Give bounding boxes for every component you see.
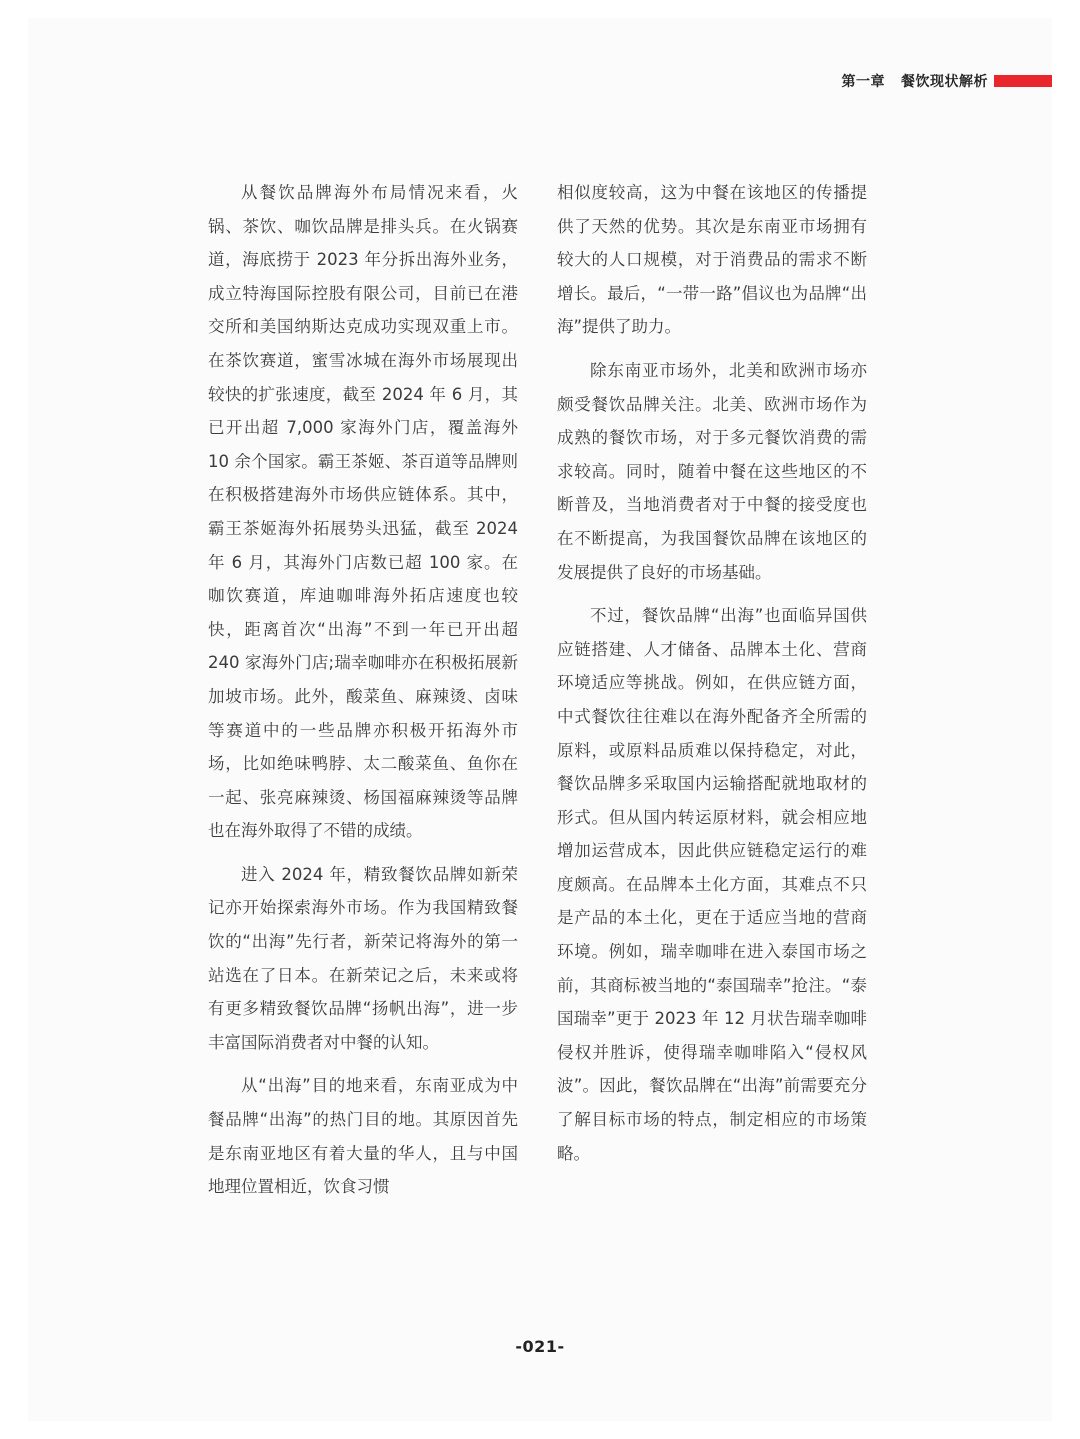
right-column xyxy=(557,176,867,1180)
right-paragraph-1: 相似度较高，这为中餐在该地区的传播提供了天然的优势。其次是东南亚市场拥有较大的人口规模，对于消费品的需求不断增长。最后，“一带一路”倡议也为品牌“出海”提供了助力。 xyxy=(557,183,867,337)
left-paragraph-2: 进入 2024 年，精致餐饮品牌如新荣记亦开始探索海外市场。作为我国精致餐饮的“出海”先行者，新荣记将海外的第一站选在了日本。在新荣记之后，未来或将有更多精致餐饮品牌“扬帆出海”，进一步丰富国际消费者对中餐的认知。 xyxy=(208,864,518,1052)
left-paragraph-1: 从餐饮品牌海外布局情况来看，火锅、茶饮、咖饮品牌是排头兵。在火锅赛道，海底捞于 2023 年分拆出海外业务，成立特海国际控股有限公司，目前已在港交所和美国纳斯达克成功实现双重上市。在茶饮赛道，蜜雪冰城在海外市场展现出较快的扩张速度，截至 2024 年 6 月，其已开出超 7,000 家海外门店，覆盖海外 10 余个国家。霸王茶姬、茶百道等品牌则在积极搭建海外市场供应链体系。其中，霸王茶姬海外拓展势头迅猛，截至 2024 年 6 月，其海外门店数已超 100 家。在咖饮赛道，库迪咖啡海外拓店速度也较快，距离首次“出海”不到一年已开出超 240 家海外门店;瑞幸咖啡亦在积极拓展新加坡市场。此外，酸菜鱼、麻辣烫、卤味等赛道中的一些品牌亦积极开拓海外市场，比如绝味鸭脖、太二酸菜鱼、鱼你在一起、张亮麻辣烫、杨国福麻辣烫等品牌也在海外取得了不错的成绩。 xyxy=(208,183,518,841)
chapter-header xyxy=(842,72,1053,90)
accent-bar xyxy=(994,75,1052,87)
left-paragraph-3: 从“出海”目的地来看，东南亚成为中餐品牌“出海”的热门目的地。其原因首先是东南亚地区有着大量的华人，且与中国地理位置相近，饮食习惯 xyxy=(208,1076,518,1197)
section-title: 餐饮现状解析 xyxy=(901,74,988,90)
right-paragraph-3: 不过，餐饮品牌“出海”也面临异国供应链搭建、人才储备、品牌本土化、营商环境适应等挑战。例如，在供应链方面，中式餐饮往往难以在海外配备齐全所需的原料，或原料品质难以保持稳定，对此，餐饮品牌多采取国内运输搭配就地取材的形式。但从国内转运原材料，就会相应地增加运营成本，因此供应链稳定运行的难度颇高。在品牌本土化方面，其难点不只是产品的本土化，更在于适应当地的营商环境。例如，瑞幸咖啡在进入泰国市场之前，其商标被当地的“泰国瑞幸”抢注。“泰国瑞幸”更于 2023 年 12 月状告瑞幸咖啡侵权并胜诉，使得瑞幸咖啡陷入“侵权风波”。因此，餐饮品牌在“出海”前需要充分了解目标市场的特点，制定相应的市场策略。 xyxy=(557,606,867,1163)
page-background xyxy=(28,18,1052,1421)
page-number: -021- xyxy=(515,1337,565,1356)
left-column xyxy=(208,176,518,1214)
chapter-label: 第一章 xyxy=(841,74,885,90)
right-paragraph-2: 除东南亚市场外，北美和欧洲市场亦颇受餐饮品牌关注。北美、欧洲市场作为成熟的餐饮市场，对于多元餐饮消费的需求较高。同时，随着中餐在这些地区的不断普及，当地消费者对于中餐的接受度也在不断提高，为我国餐饮品牌在该地区的发展提供了良好的市场基础。 xyxy=(557,360,867,582)
